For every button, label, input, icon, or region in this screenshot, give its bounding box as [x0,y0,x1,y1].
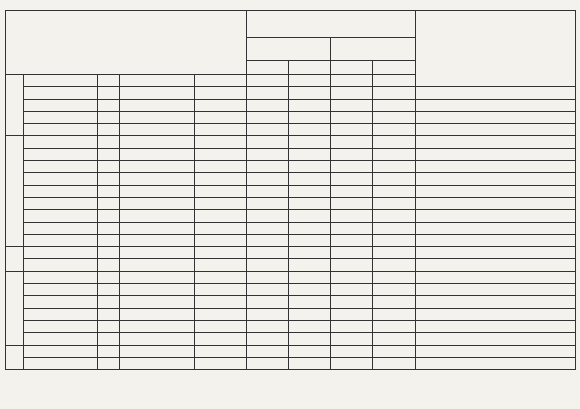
unit-cell [98,124,120,136]
item-cell [24,357,98,369]
value-cell [289,87,331,99]
spec-cell [120,161,195,173]
value-cell [247,185,289,197]
spec-cell [120,111,195,123]
item-cell [24,259,98,271]
spec-cell [120,259,195,271]
item-cell [24,99,98,111]
value-cell [331,271,373,283]
method2-heading [331,38,416,61]
table-row [6,259,576,271]
unit-cell [98,345,120,357]
table-row [6,345,576,357]
unit-cell [98,148,120,160]
remark-cell [416,320,576,332]
unit-cell [98,87,120,99]
value-cell [331,222,373,234]
value-cell [247,320,289,332]
remark-cell [416,99,576,111]
unit-cell [98,333,120,345]
value-cell [289,185,331,197]
value-cell [373,136,416,148]
item-cell [24,210,98,222]
remark-cell [416,357,576,369]
remark-cell [416,234,576,246]
price-cell [195,357,247,369]
value-cell [247,136,289,148]
value-cell [331,333,373,345]
col-class [247,61,289,75]
spec-cell [120,333,195,345]
spec-cell [120,234,195,246]
value-cell [289,284,331,296]
price-cell [195,136,247,148]
table-row [6,111,576,123]
unit-cell [98,284,120,296]
table-title [6,11,247,75]
category-label [6,271,24,345]
table-row [6,296,576,308]
remark-cell [416,271,576,283]
spec-cell [120,75,195,87]
value-cell [331,210,373,222]
value-cell [247,308,289,320]
method1-heading [247,38,331,61]
value-cell [289,75,331,87]
value-cell [373,247,416,259]
item-cell [24,284,98,296]
value-cell [331,111,373,123]
remark-cell [416,296,576,308]
cost-table-body [6,11,576,370]
value-cell [247,296,289,308]
unit-cell [98,320,120,332]
remark-cell [416,210,576,222]
unit-cell [98,111,120,123]
spec-cell [120,284,195,296]
value-cell [331,148,373,160]
price-cell [195,247,247,259]
value-cell [331,75,373,87]
value-cell [289,357,331,369]
spec-cell [120,148,195,160]
item-cell [24,161,98,173]
value-cell [289,296,331,308]
item-cell [24,75,98,87]
value-cell [247,284,289,296]
unit-cell [98,296,120,308]
value-cell [373,357,416,369]
table-row [6,161,576,173]
value-cell [289,308,331,320]
price-cell [195,333,247,345]
remark-cell [416,161,576,173]
value-cell [289,148,331,160]
item-cell [24,148,98,160]
item-cell [24,320,98,332]
value-cell [331,357,373,369]
value-cell [331,296,373,308]
value-cell [331,87,373,99]
value-cell [247,111,289,123]
item-cell [24,111,98,123]
item-cell [24,308,98,320]
table-row [6,185,576,197]
value-cell [373,124,416,136]
value-cell [373,296,416,308]
header-row-1 [6,11,576,38]
remark-cell [416,124,576,136]
spec-cell [120,271,195,283]
cost-table-container [5,10,575,370]
value-cell [373,259,416,271]
value-cell [373,284,416,296]
value-cell [373,75,416,87]
spec-cell [120,87,195,99]
price-cell [195,284,247,296]
unit-cell [98,197,120,209]
value-cell [373,271,416,283]
value-cell [247,197,289,209]
spec-cell [120,185,195,197]
category-label [6,345,24,370]
category-label [6,247,24,272]
item-cell [24,247,98,259]
table-row [6,136,576,148]
unit-cell [98,136,120,148]
table-row [6,271,576,283]
value-cell [247,234,289,246]
value-cell [247,173,289,185]
value-cell [373,234,416,246]
table-row [6,247,576,259]
remark-cell [416,247,576,259]
unit-cell [98,210,120,222]
value-cell [247,124,289,136]
price-cell [195,111,247,123]
value-cell [247,87,289,99]
table-row [6,222,576,234]
value-cell [289,271,331,283]
item-cell [24,296,98,308]
value-cell [331,124,373,136]
item-cell [24,222,98,234]
item-cell [24,87,98,99]
value-cell [289,345,331,357]
unit-cell [98,259,120,271]
value-cell [373,222,416,234]
table-row [6,173,576,185]
remarks-header [416,11,576,87]
table-row [6,308,576,320]
value-cell [247,271,289,283]
value-cell [373,148,416,160]
remark-cell [416,259,576,271]
remark-cell [416,284,576,296]
col-item [289,61,331,75]
value-cell [373,197,416,209]
value-cell [247,345,289,357]
price-cell [195,148,247,160]
value-cell [247,222,289,234]
spec-cell [120,357,195,369]
value-cell [331,173,373,185]
category-label [6,75,24,136]
remark-cell [416,87,576,99]
unit-cell [98,357,120,369]
value-cell [289,197,331,209]
value-cell [373,210,416,222]
value-cell [331,197,373,209]
item-cell [24,136,98,148]
item-cell [24,271,98,283]
category-label [6,136,24,247]
unit-cell [98,161,120,173]
table-row [6,357,576,369]
price-cell [195,345,247,357]
price-cell [195,161,247,173]
remark-cell [416,148,576,160]
value-cell [289,111,331,123]
price-cell [195,87,247,99]
unit-cell [98,271,120,283]
value-cell [289,247,331,259]
table-row [6,333,576,345]
unit-cell [98,308,120,320]
value-cell [247,247,289,259]
value-cell [331,308,373,320]
spec-cell [120,296,195,308]
price-cell [195,271,247,283]
spec-cell [120,99,195,111]
spec-cell [120,136,195,148]
table-row [6,284,576,296]
value-cell [331,185,373,197]
value-cell [373,111,416,123]
value-cell [289,234,331,246]
value-cell [331,284,373,296]
remark-cell [416,308,576,320]
price-cell [195,75,247,87]
item-cell [24,185,98,197]
price-cell [195,320,247,332]
spec-cell [120,247,195,259]
remark-cell [416,173,576,185]
value-cell [247,148,289,160]
item-cell [24,197,98,209]
price-cell [195,197,247,209]
table-row [6,320,576,332]
table-row [6,99,576,111]
unit-cell [98,99,120,111]
spec-cell [120,124,195,136]
remark-cell [416,185,576,197]
item-cell [24,345,98,357]
price-cell [195,185,247,197]
price-cell [195,296,247,308]
value-cell [331,259,373,271]
unit-cell [98,222,120,234]
value-cell [373,185,416,197]
value-cell [373,333,416,345]
price-cell [195,99,247,111]
price-cell [195,308,247,320]
col-unit [331,61,373,75]
remark-cell [416,333,576,345]
value-cell [373,308,416,320]
value-cell [373,161,416,173]
remark-cell [416,197,576,209]
remark-cell [416,222,576,234]
value-cell [373,87,416,99]
price-cell [195,222,247,234]
value-cell [289,210,331,222]
value-cell [289,320,331,332]
item-cell [24,124,98,136]
value-cell [247,357,289,369]
spec-cell [120,173,195,185]
cost-table [5,10,576,370]
value-cell [289,161,331,173]
value-cell [289,124,331,136]
value-cell [289,173,331,185]
table-row [6,124,576,136]
spec-cell [120,222,195,234]
remark-cell [416,136,576,148]
spec-cell [120,308,195,320]
table-row [6,197,576,209]
value-cell [331,99,373,111]
value-cell [247,210,289,222]
value-cell [331,320,373,332]
unit-cell [98,234,120,246]
price-cell [195,234,247,246]
value-cell [331,136,373,148]
table-row [6,87,576,99]
value-cell [247,161,289,173]
value-cell [331,161,373,173]
price-cell [195,173,247,185]
unit-cell [98,173,120,185]
remark-cell [416,111,576,123]
spec-cell [120,197,195,209]
unit-cell [98,247,120,259]
table-row [6,234,576,246]
value-cell [373,345,416,357]
section-heading [247,11,416,38]
spec-cell [120,345,195,357]
value-cell [373,99,416,111]
item-cell [24,234,98,246]
unit-cell [98,75,120,87]
value-cell [289,259,331,271]
item-cell [24,333,98,345]
value-cell [373,320,416,332]
value-cell [289,333,331,345]
value-cell [331,247,373,259]
value-cell [247,75,289,87]
value-cell [331,234,373,246]
table-row [6,148,576,160]
value-cell [247,333,289,345]
price-cell [195,210,247,222]
unit-cell [98,185,120,197]
value-cell [289,222,331,234]
remark-cell [416,345,576,357]
item-cell [24,173,98,185]
value-cell [289,99,331,111]
value-cell [289,136,331,148]
col-spec [373,61,416,75]
value-cell [373,173,416,185]
table-row [6,210,576,222]
value-cell [247,99,289,111]
value-cell [331,345,373,357]
price-cell [195,259,247,271]
spec-cell [120,210,195,222]
value-cell [247,259,289,271]
spec-cell [120,320,195,332]
price-cell [195,124,247,136]
